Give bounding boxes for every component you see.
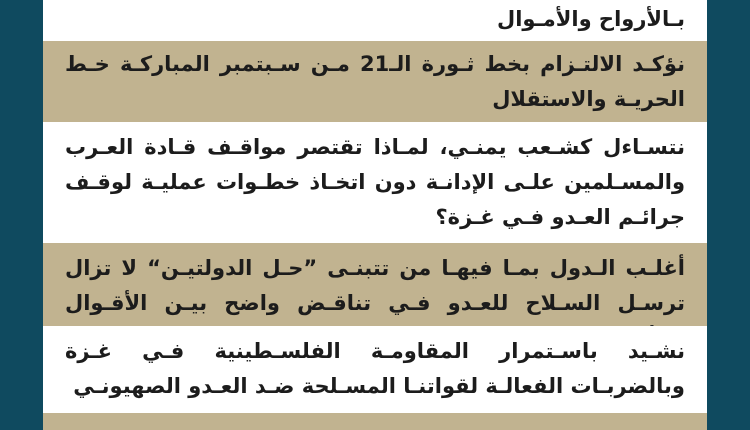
statement-text-3: أغلـب الـدول بمـا فيهـا من تتبنـى ”حـل الدولتيـن“ لا تزال ترسـل السـلاح للعـدو فـي تناقـض واضح بيـن الأقـوال: [65, 256, 685, 315]
statement-row-1: [43, 41, 707, 122]
statement-text-0: بـالأرواح والأمـوال: [496, 7, 685, 31]
statement-text-2: نتسـاءل كشـعب يمنـي، لمـاذا تقتصر مواقـف قـادة العـرب والمسـلمين علـى الإدانـة دون اتخـاذ خطـوات عمليـة لوقـف جرائـم العـدو فـي غـزة؟: [65, 135, 685, 229]
statement-row-0: [43, 0, 707, 41]
statement-text-4: نشـيد باسـتمرار المقاومـة الفلسـطينية فـي غـزة وبالضربـات الفعالـة لقواتنـا المسـلحة ضـد العـدو الصهيونـي: [65, 339, 685, 398]
statement-text-1: نؤكـد الالتـزام بخط ثـورة الـ21 مـن سـبتمبر المباركـة خـط الحريـة والاستقلال: [65, 52, 685, 111]
statement-panel: [43, 0, 707, 430]
statement-row-5: [43, 413, 707, 430]
statement-row-2: [43, 122, 707, 243]
statement-row-3: [43, 243, 707, 326]
statement-row-4: [43, 326, 707, 413]
